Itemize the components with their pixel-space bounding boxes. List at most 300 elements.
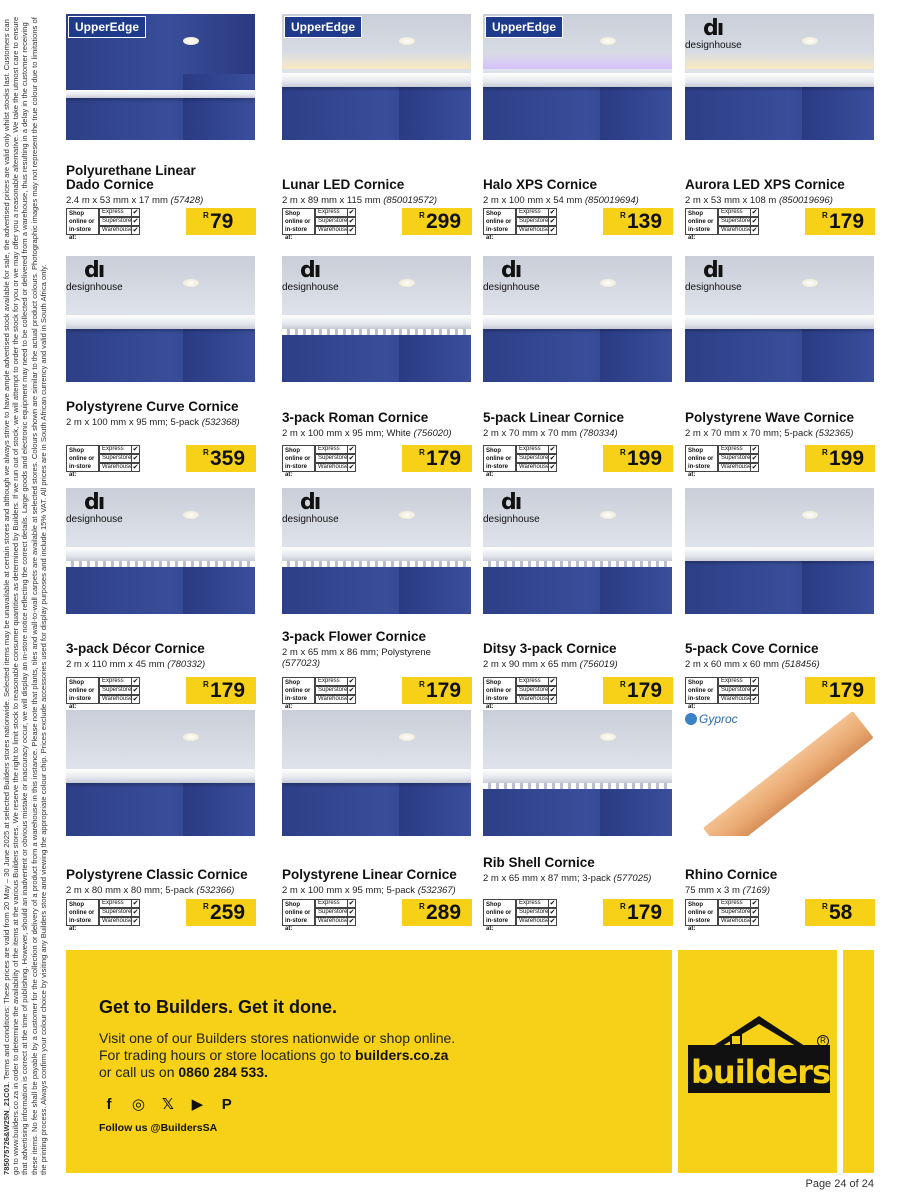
product-image[interactable]: [66, 14, 255, 140]
product-image[interactable]: [685, 14, 874, 140]
check-icon: ✔: [549, 227, 556, 234]
price-value: 139: [627, 210, 663, 233]
availability-label-1: Shop: [486, 211, 501, 217]
product-card[interactable]: [66, 14, 258, 241]
product-name: [282, 178, 404, 192]
cornice-moulding: [483, 547, 672, 561]
availability-box: [483, 677, 557, 710]
availability-label: [66, 445, 99, 478]
availability-express: [516, 677, 557, 686]
designhouse-word: designhouse: [66, 282, 123, 293]
price-tag: [603, 899, 673, 926]
availability-superstore: [516, 217, 557, 226]
downlight: [802, 279, 818, 287]
check-icon: ✔: [751, 900, 758, 907]
price-tag: [186, 899, 256, 926]
availability-superstore-label: Superstore: [519, 909, 549, 915]
availability-express: [718, 899, 759, 908]
product-name: [483, 411, 624, 425]
product-image[interactable]: [483, 14, 672, 140]
availability-warehouse-label: Warehouse: [519, 464, 550, 470]
availability-superstore: [718, 686, 759, 695]
designhouse-mark-icon: dı: [703, 258, 723, 283]
banner-line-2: [99, 1047, 448, 1063]
availability-superstore-label: Superstore: [318, 455, 348, 461]
availability-box: [483, 899, 557, 932]
availability-superstore: [516, 686, 557, 695]
availability-superstore-label: Superstore: [102, 687, 132, 693]
availability-express: [718, 208, 759, 217]
banner-line-3: [99, 1064, 268, 1080]
availability-label-3: in-store at:: [486, 227, 509, 241]
product-name-line-1: Ditsy 3-pack Cornice: [483, 641, 617, 656]
availability-warehouse: [315, 695, 356, 704]
currency-symbol: R: [419, 680, 425, 689]
designhouse-logo: [483, 488, 549, 526]
designhouse-logo: [685, 14, 751, 52]
product-card[interactable]: [685, 14, 877, 241]
product-name: [685, 642, 819, 656]
product-image[interactable]: [483, 256, 672, 382]
downlight: [600, 279, 616, 287]
designhouse-logo: [483, 256, 549, 294]
price-value: 199: [627, 447, 663, 470]
price-tag: [805, 445, 875, 472]
availability-superstore: [315, 217, 356, 226]
check-icon: ✔: [751, 446, 758, 453]
follow-handle: Follow us @BuildersSA: [99, 1122, 218, 1134]
x-icon[interactable]: 𝕏: [161, 1096, 174, 1113]
availability-label: [685, 208, 718, 241]
availability-label-3: in-store at:: [688, 918, 711, 932]
availability-label-2: online or: [285, 910, 311, 916]
availability-warehouse: [99, 226, 140, 235]
availability-warehouse: [99, 695, 140, 704]
product-image[interactable]: [685, 488, 874, 614]
price-tag: [186, 208, 256, 235]
availability-warehouse-label: Warehouse: [519, 918, 550, 924]
youtube-icon[interactable]: ▶: [191, 1096, 204, 1113]
instagram-icon[interactable]: ◎: [131, 1096, 145, 1113]
product-code: (850019572): [383, 195, 438, 206]
availability-express-label: Express: [519, 900, 541, 906]
availability-superstore-label: Superstore: [721, 218, 751, 224]
product-dimensions: 2 m x 100 mm x 54 mm: [483, 195, 583, 206]
availability-label: [66, 677, 99, 710]
availability-express-label: Express: [519, 678, 541, 684]
product-card[interactable]: [483, 710, 675, 930]
product-dimensions: 2 m x 110 mm x 45 mm: [66, 659, 165, 670]
product-code: (532366): [196, 885, 235, 896]
availability-label-1: Shop: [486, 680, 501, 686]
product-code: (577023): [282, 658, 321, 669]
availability-superstore: [99, 908, 140, 917]
check-icon: ✔: [751, 209, 758, 216]
availability-label-1: Shop: [688, 902, 703, 908]
product-spec: [483, 428, 658, 439]
check-icon: ✔: [549, 909, 556, 916]
price-value: 179: [210, 679, 246, 702]
availability-warehouse-label: Warehouse: [318, 918, 349, 924]
availability-label: [66, 208, 99, 241]
product-card[interactable]: [282, 488, 474, 708]
product-image[interactable]: [282, 488, 471, 614]
product-name: [483, 178, 597, 192]
cornice-moulding: [282, 547, 471, 561]
downlight: [600, 37, 616, 45]
availability-express: [315, 445, 356, 454]
product-code: (577025): [613, 873, 652, 884]
cornice-moulding: [685, 73, 874, 87]
availability-express: [718, 445, 759, 454]
availability-warehouse: [516, 695, 557, 704]
product-name-line-1: Halo XPS Cornice: [483, 177, 598, 192]
product-name-line-1: 5-pack Linear Cornice: [483, 410, 625, 425]
availability-superstore: [315, 908, 356, 917]
designhouse-logo: [66, 256, 132, 294]
product-code: (7169): [742, 885, 771, 896]
availability-superstore-label: Superstore: [721, 909, 751, 915]
availability-label-2: online or: [285, 219, 311, 225]
product-code: (850019694): [584, 195, 639, 206]
product-image[interactable]: [66, 488, 255, 614]
pinterest-icon[interactable]: P: [221, 1096, 232, 1113]
product-card[interactable]: [282, 710, 474, 930]
product-name-line-1: Polystyrene Linear Cornice: [282, 867, 457, 882]
product-card[interactable]: [66, 710, 258, 930]
product-dimensions: 2 m x 70 mm x 70 mm; 5-pack: [685, 428, 813, 439]
check-icon: ✔: [348, 227, 355, 234]
product-image[interactable]: [66, 710, 255, 836]
product-name-line-1: Lunar LED Cornice: [282, 177, 405, 192]
terms-sidebar: [0, 0, 58, 1193]
availability-express: [315, 899, 356, 908]
check-icon: ✔: [549, 900, 556, 907]
cornice-moulding: [483, 315, 672, 329]
availability-label: [685, 899, 718, 932]
product-card[interactable]: [66, 488, 258, 708]
product-dimensions: 2 m x 80 mm x 80 mm; 5-pack: [66, 885, 194, 896]
product-dimensions: 2 m x 65 mm x 86 mm; Polystyrene: [282, 647, 431, 658]
availability-label-3: in-store at:: [486, 464, 509, 478]
price-value: 79: [210, 210, 234, 233]
availability-superstore: [718, 908, 759, 917]
availability-label-2: online or: [69, 456, 95, 462]
product-image[interactable]: [685, 710, 874, 836]
check-icon: ✔: [132, 227, 139, 234]
wall-corner: [183, 74, 255, 140]
phone-number[interactable]: 0860 284 533.: [178, 1064, 268, 1080]
designhouse-logo: [685, 256, 751, 294]
page-number: Page 24 of 24: [805, 1178, 874, 1190]
banner-line-1: Visit one of our Builders stores nationwide or shop online.: [99, 1030, 456, 1046]
product-card[interactable]: [483, 14, 675, 241]
product-card[interactable]: [66, 256, 258, 476]
availability-warehouse-label: Warehouse: [318, 227, 349, 233]
availability-label: [282, 677, 315, 710]
check-icon: ✔: [132, 209, 139, 216]
product-name: [483, 856, 595, 870]
facebook-icon[interactable]: f: [106, 1096, 112, 1113]
availability-warehouse-label: Warehouse: [721, 696, 752, 702]
product-dimensions: 2 m x 65 mm x 87 mm; 3-pack: [483, 873, 611, 884]
availability-label: [483, 208, 516, 241]
product-name: [66, 642, 205, 656]
availability-label-1: Shop: [69, 448, 84, 454]
availability-express-label: Express: [102, 900, 124, 906]
upperedge-logo: UpperEdge: [284, 16, 362, 38]
product-dimensions: 75 mm x 3 m: [685, 885, 740, 896]
availability-express-label: Express: [102, 678, 124, 684]
currency-symbol: R: [822, 902, 828, 911]
website-link[interactable]: builders.co.za: [355, 1047, 449, 1063]
downlight: [600, 733, 616, 741]
check-icon: ✔: [549, 455, 556, 462]
banner-line-2-text: For trading hours or store locations go to: [99, 1047, 356, 1063]
currency-symbol: R: [203, 680, 209, 689]
availability-warehouse-label: Warehouse: [721, 464, 752, 470]
availability-warehouse-label: Warehouse: [318, 464, 349, 470]
product-image[interactable]: [282, 710, 471, 836]
availability-label-3: in-store at:: [486, 918, 509, 932]
price-tag: [402, 899, 472, 926]
product-spec: [66, 659, 241, 670]
product-name: [66, 868, 248, 882]
cornice-moulding: [66, 315, 255, 329]
availability-label-1: Shop: [285, 211, 300, 217]
availability-box: [685, 208, 759, 241]
availability-label-3: in-store at:: [688, 696, 711, 710]
currency-symbol: R: [419, 902, 425, 911]
availability-label: [483, 445, 516, 478]
availability-box: [66, 677, 140, 710]
currency-symbol: R: [822, 448, 828, 457]
price-tag: [186, 445, 256, 472]
availability-superstore: [516, 454, 557, 463]
product-name: [282, 630, 426, 644]
designhouse-word: designhouse: [685, 40, 742, 51]
availability-warehouse: [718, 695, 759, 704]
product-code: (57428): [170, 195, 204, 206]
availability-label-2: online or: [69, 910, 95, 916]
product-card[interactable]: [685, 488, 877, 708]
social-icons: [99, 1095, 242, 1115]
product-code: (780334): [579, 428, 618, 439]
availability-express-label: Express: [721, 446, 743, 452]
price-value: 179: [829, 679, 865, 702]
availability-superstore-label: Superstore: [519, 687, 549, 693]
availability-express-label: Express: [519, 446, 541, 452]
designhouse-word: designhouse: [483, 514, 540, 525]
availability-label-3: in-store at:: [285, 696, 308, 710]
check-icon: ✔: [348, 687, 355, 694]
check-icon: ✔: [348, 909, 355, 916]
availability-label-1: Shop: [69, 680, 84, 686]
availability-superstore-label: Superstore: [102, 909, 132, 915]
availability-label: [483, 899, 516, 932]
designhouse-logo: [282, 488, 348, 526]
availability-express: [718, 677, 759, 686]
product-card[interactable]: [685, 256, 877, 476]
check-icon: ✔: [348, 218, 355, 225]
availability-warehouse-label: Warehouse: [721, 918, 752, 924]
price-tag: [402, 208, 472, 235]
cornice-ornament: [66, 561, 255, 567]
check-icon: ✔: [132, 218, 139, 225]
product-dimensions: 2 m x 60 mm x 60 mm: [685, 659, 779, 670]
availability-superstore: [315, 454, 356, 463]
cornice-board: [703, 711, 874, 836]
availability-express-label: Express: [318, 678, 340, 684]
builders-logo: [672, 950, 843, 1173]
availability-express: [315, 677, 356, 686]
designhouse-logo: [66, 488, 132, 526]
price-value: 179: [829, 210, 865, 233]
product-name-line-1: Polystyrene Classic Cornice: [66, 867, 248, 882]
availability-label-2: online or: [688, 456, 714, 462]
price-value: 259: [210, 901, 246, 924]
availability-express: [516, 208, 557, 217]
availability-superstore-label: Superstore: [519, 455, 549, 461]
product-image[interactable]: [66, 256, 255, 382]
product-spec: [282, 195, 457, 206]
designhouse-word: designhouse: [685, 282, 742, 293]
product-name: [66, 164, 196, 192]
terms-text: [2, 10, 48, 1175]
downlight: [183, 733, 199, 741]
upperedge-logo: UpperEdge: [485, 16, 563, 38]
cornice-ornament: [282, 329, 471, 335]
product-dimensions: 2 m x 100 mm x 95 mm; 5-pack: [282, 885, 416, 896]
availability-label-3: in-store at:: [69, 464, 92, 478]
product-image[interactable]: [483, 488, 672, 614]
availability-express-label: Express: [721, 678, 743, 684]
availability-label-2: online or: [486, 688, 512, 694]
currency-symbol: R: [203, 448, 209, 457]
designhouse-word: designhouse: [66, 514, 123, 525]
check-icon: ✔: [348, 678, 355, 685]
price-value: 179: [627, 901, 663, 924]
availability-label: [483, 677, 516, 710]
product-name: [685, 178, 845, 192]
availability-label-1: Shop: [688, 448, 703, 454]
availability-warehouse-label: Warehouse: [102, 696, 133, 702]
product-image[interactable]: [282, 256, 471, 382]
cornice-moulding: [66, 547, 255, 561]
product-card[interactable]: [483, 488, 675, 708]
registered-mark: R: [817, 1035, 829, 1047]
product-code: (780332): [167, 659, 206, 670]
designhouse-mark-icon: dı: [300, 258, 320, 283]
availability-express-label: Express: [519, 209, 541, 215]
availability-label-1: Shop: [285, 680, 300, 686]
designhouse-mark-icon: dı: [703, 16, 723, 41]
availability-label-2: online or: [285, 456, 311, 462]
availability-label-2: online or: [285, 688, 311, 694]
availability-warehouse: [315, 463, 356, 472]
price-value: 299: [426, 210, 462, 233]
availability-label: [66, 899, 99, 932]
designhouse-word: designhouse: [282, 282, 339, 293]
cornice-moulding: [66, 769, 255, 783]
product-image[interactable]: [483, 710, 672, 836]
availability-label-1: Shop: [688, 680, 703, 686]
product-spec: [282, 647, 457, 669]
downlight: [399, 279, 415, 287]
product-name-line-1: Rib Shell Cornice: [483, 855, 595, 870]
product-card[interactable]: [483, 256, 675, 476]
led-glow: [282, 52, 471, 70]
product-card[interactable]: [282, 14, 474, 241]
check-icon: ✔: [132, 446, 139, 453]
availability-warehouse: [315, 917, 356, 926]
product-spec: [282, 885, 457, 896]
price-tag: [603, 445, 673, 472]
product-image[interactable]: [685, 256, 874, 382]
availability-warehouse-label: Warehouse: [102, 918, 133, 924]
availability-label-2: online or: [688, 910, 714, 916]
price-tag: [805, 677, 875, 704]
availability-express: [315, 208, 356, 217]
check-icon: ✔: [132, 918, 139, 925]
designhouse-mark-icon: dı: [84, 258, 104, 283]
product-card[interactable]: [685, 710, 877, 930]
designhouse-mark-icon: dı: [501, 490, 521, 515]
product-card[interactable]: [282, 256, 474, 476]
downlight: [802, 37, 818, 45]
product-name: [282, 411, 428, 425]
availability-express-label: Express: [318, 209, 340, 215]
downlight: [399, 511, 415, 519]
currency-symbol: R: [822, 211, 828, 220]
availability-label-3: in-store at:: [486, 696, 509, 710]
availability-warehouse: [718, 463, 759, 472]
product-spec: [685, 428, 860, 439]
availability-superstore: [315, 686, 356, 695]
product-code: (850019696): [778, 195, 833, 206]
price-value: 179: [627, 679, 663, 702]
check-icon: ✔: [348, 209, 355, 216]
check-icon: ✔: [751, 696, 758, 703]
availability-box: [685, 899, 759, 932]
cornice-moulding: [66, 90, 255, 99]
currency-symbol: R: [419, 211, 425, 220]
availability-box: [685, 677, 759, 710]
product-grid: [66, 14, 876, 934]
check-icon: ✔: [132, 464, 139, 471]
product-dimensions: 2 m x 90 mm x 65 mm: [483, 659, 577, 670]
availability-warehouse: [99, 463, 140, 472]
availability-box: [282, 208, 356, 241]
availability-superstore-label: Superstore: [318, 687, 348, 693]
price-tag: [402, 445, 472, 472]
price-tag: [402, 677, 472, 704]
check-icon: ✔: [132, 687, 139, 694]
product-name-line-2: Dado Cornice: [66, 177, 154, 192]
availability-label-2: online or: [486, 456, 512, 462]
price-value: 179: [426, 679, 462, 702]
product-dimensions: 2 m x 70 mm x 70 mm: [483, 428, 577, 439]
check-icon: ✔: [549, 464, 556, 471]
check-icon: ✔: [348, 464, 355, 471]
product-image[interactable]: [282, 14, 471, 140]
product-spec: [66, 417, 241, 428]
availability-express: [99, 899, 140, 908]
availability-label-3: in-store at:: [69, 227, 92, 241]
check-icon: ✔: [348, 900, 355, 907]
availability-box: [282, 899, 356, 932]
availability-label-3: in-store at:: [69, 696, 92, 710]
